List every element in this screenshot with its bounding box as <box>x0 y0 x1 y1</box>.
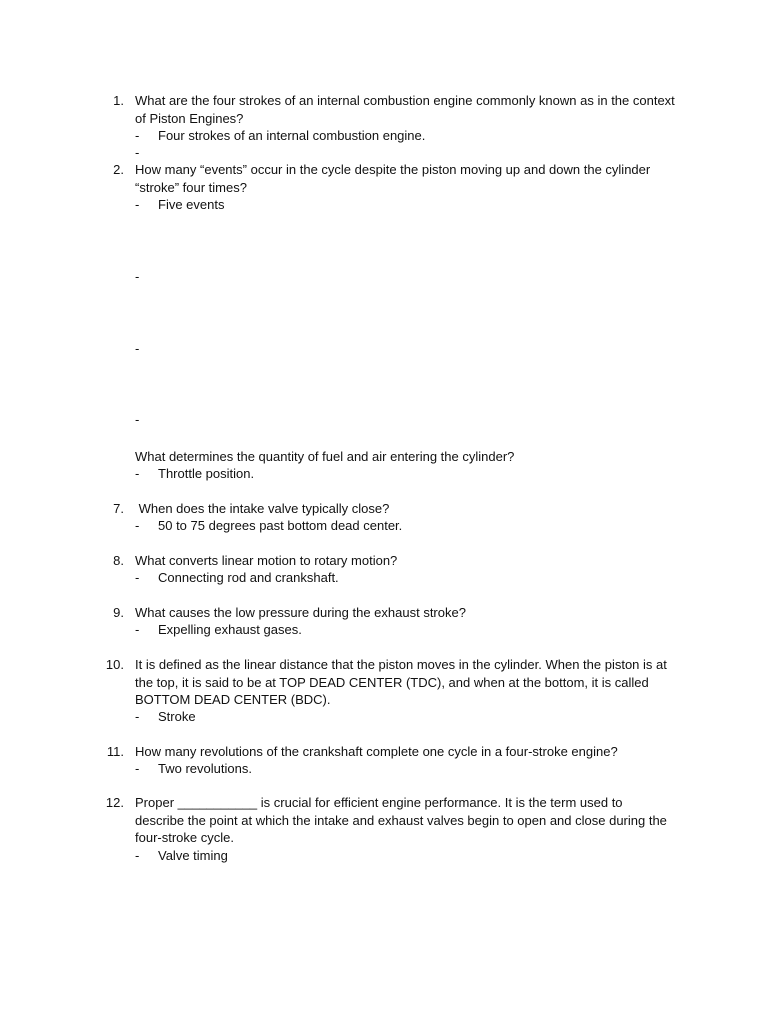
question-number-9: 9. <box>113 605 124 620</box>
answer-bullet: - <box>135 761 140 776</box>
question-number-1: 1. <box>113 93 124 108</box>
question-text-throttle: What determines the quantity of fuel and air entering the cylinder? <box>135 449 515 464</box>
empty-bullet: - <box>135 145 140 160</box>
answer-text-10: Stroke <box>158 709 196 724</box>
question-number-7: 7. <box>113 501 124 516</box>
answer-bullet: - <box>135 622 140 637</box>
empty-bullet: - <box>135 269 140 284</box>
question-text-7: When does the intake valve typically close? <box>135 501 390 516</box>
question-number-2: 2. <box>113 162 124 177</box>
question-text-11: How many revolutions of the crankshaft complete one cycle in a four-stroke engine? <box>135 744 618 759</box>
answer-text-12: Valve timing <box>158 848 228 863</box>
question-number-8: 8. <box>113 553 124 568</box>
answer-bullet: - <box>135 518 140 533</box>
answer-text-1: Four strokes of an internal combustion engine. <box>158 128 426 143</box>
empty-bullet: - <box>135 412 140 427</box>
question-number-12: 12. <box>105 795 124 810</box>
answer-bullet: - <box>135 197 140 212</box>
answer-bullet: - <box>135 570 140 585</box>
answer-text-2: Five events <box>158 197 225 212</box>
question-text-2: How many “events” occur in the cycle despite the piston moving up and down the cylinder “stroke” four times? <box>135 162 651 195</box>
question-number-10: 10. <box>105 657 124 672</box>
question-text-12: Proper ___________ is crucial for efficient engine performance. It is the term used to describe the point at which the intake and exhaust valves begin to open and close during the four-stroke cycle. <box>135 795 667 845</box>
answer-bullet: - <box>135 848 140 863</box>
answer-text-throttle: Throttle position. <box>158 466 255 481</box>
question-text-8: What converts linear motion to rotary motion? <box>135 553 398 568</box>
question-text-1: What are the four strokes of an internal combustion engine commonly known as in the context of Piston Engines? <box>135 93 675 126</box>
empty-bullet: - <box>135 341 140 356</box>
answer-text-9: Expelling exhaust gases. <box>158 622 302 637</box>
answer-bullet: - <box>135 709 140 724</box>
answer-bullet: - <box>135 466 140 481</box>
answer-text-7: 50 to 75 degrees past bottom dead center. <box>158 518 403 533</box>
question-number-11: 11. <box>106 744 124 759</box>
answer-bullet: - <box>135 128 140 143</box>
answer-text-11: Two revolutions. <box>158 761 252 776</box>
question-text-10: It is defined as the linear distance that the piston moves in the cylinder. When the piston is at the top, it is said to be at TOP DEAD CENTER (TDC), and when at the bottom, it is called BOTTOM DEAD CENTER (BDC). <box>135 657 667 707</box>
question-text-9: What causes the low pressure during the exhaust stroke? <box>135 605 466 620</box>
answer-text-8: Connecting rod and crankshaft. <box>158 570 339 585</box>
